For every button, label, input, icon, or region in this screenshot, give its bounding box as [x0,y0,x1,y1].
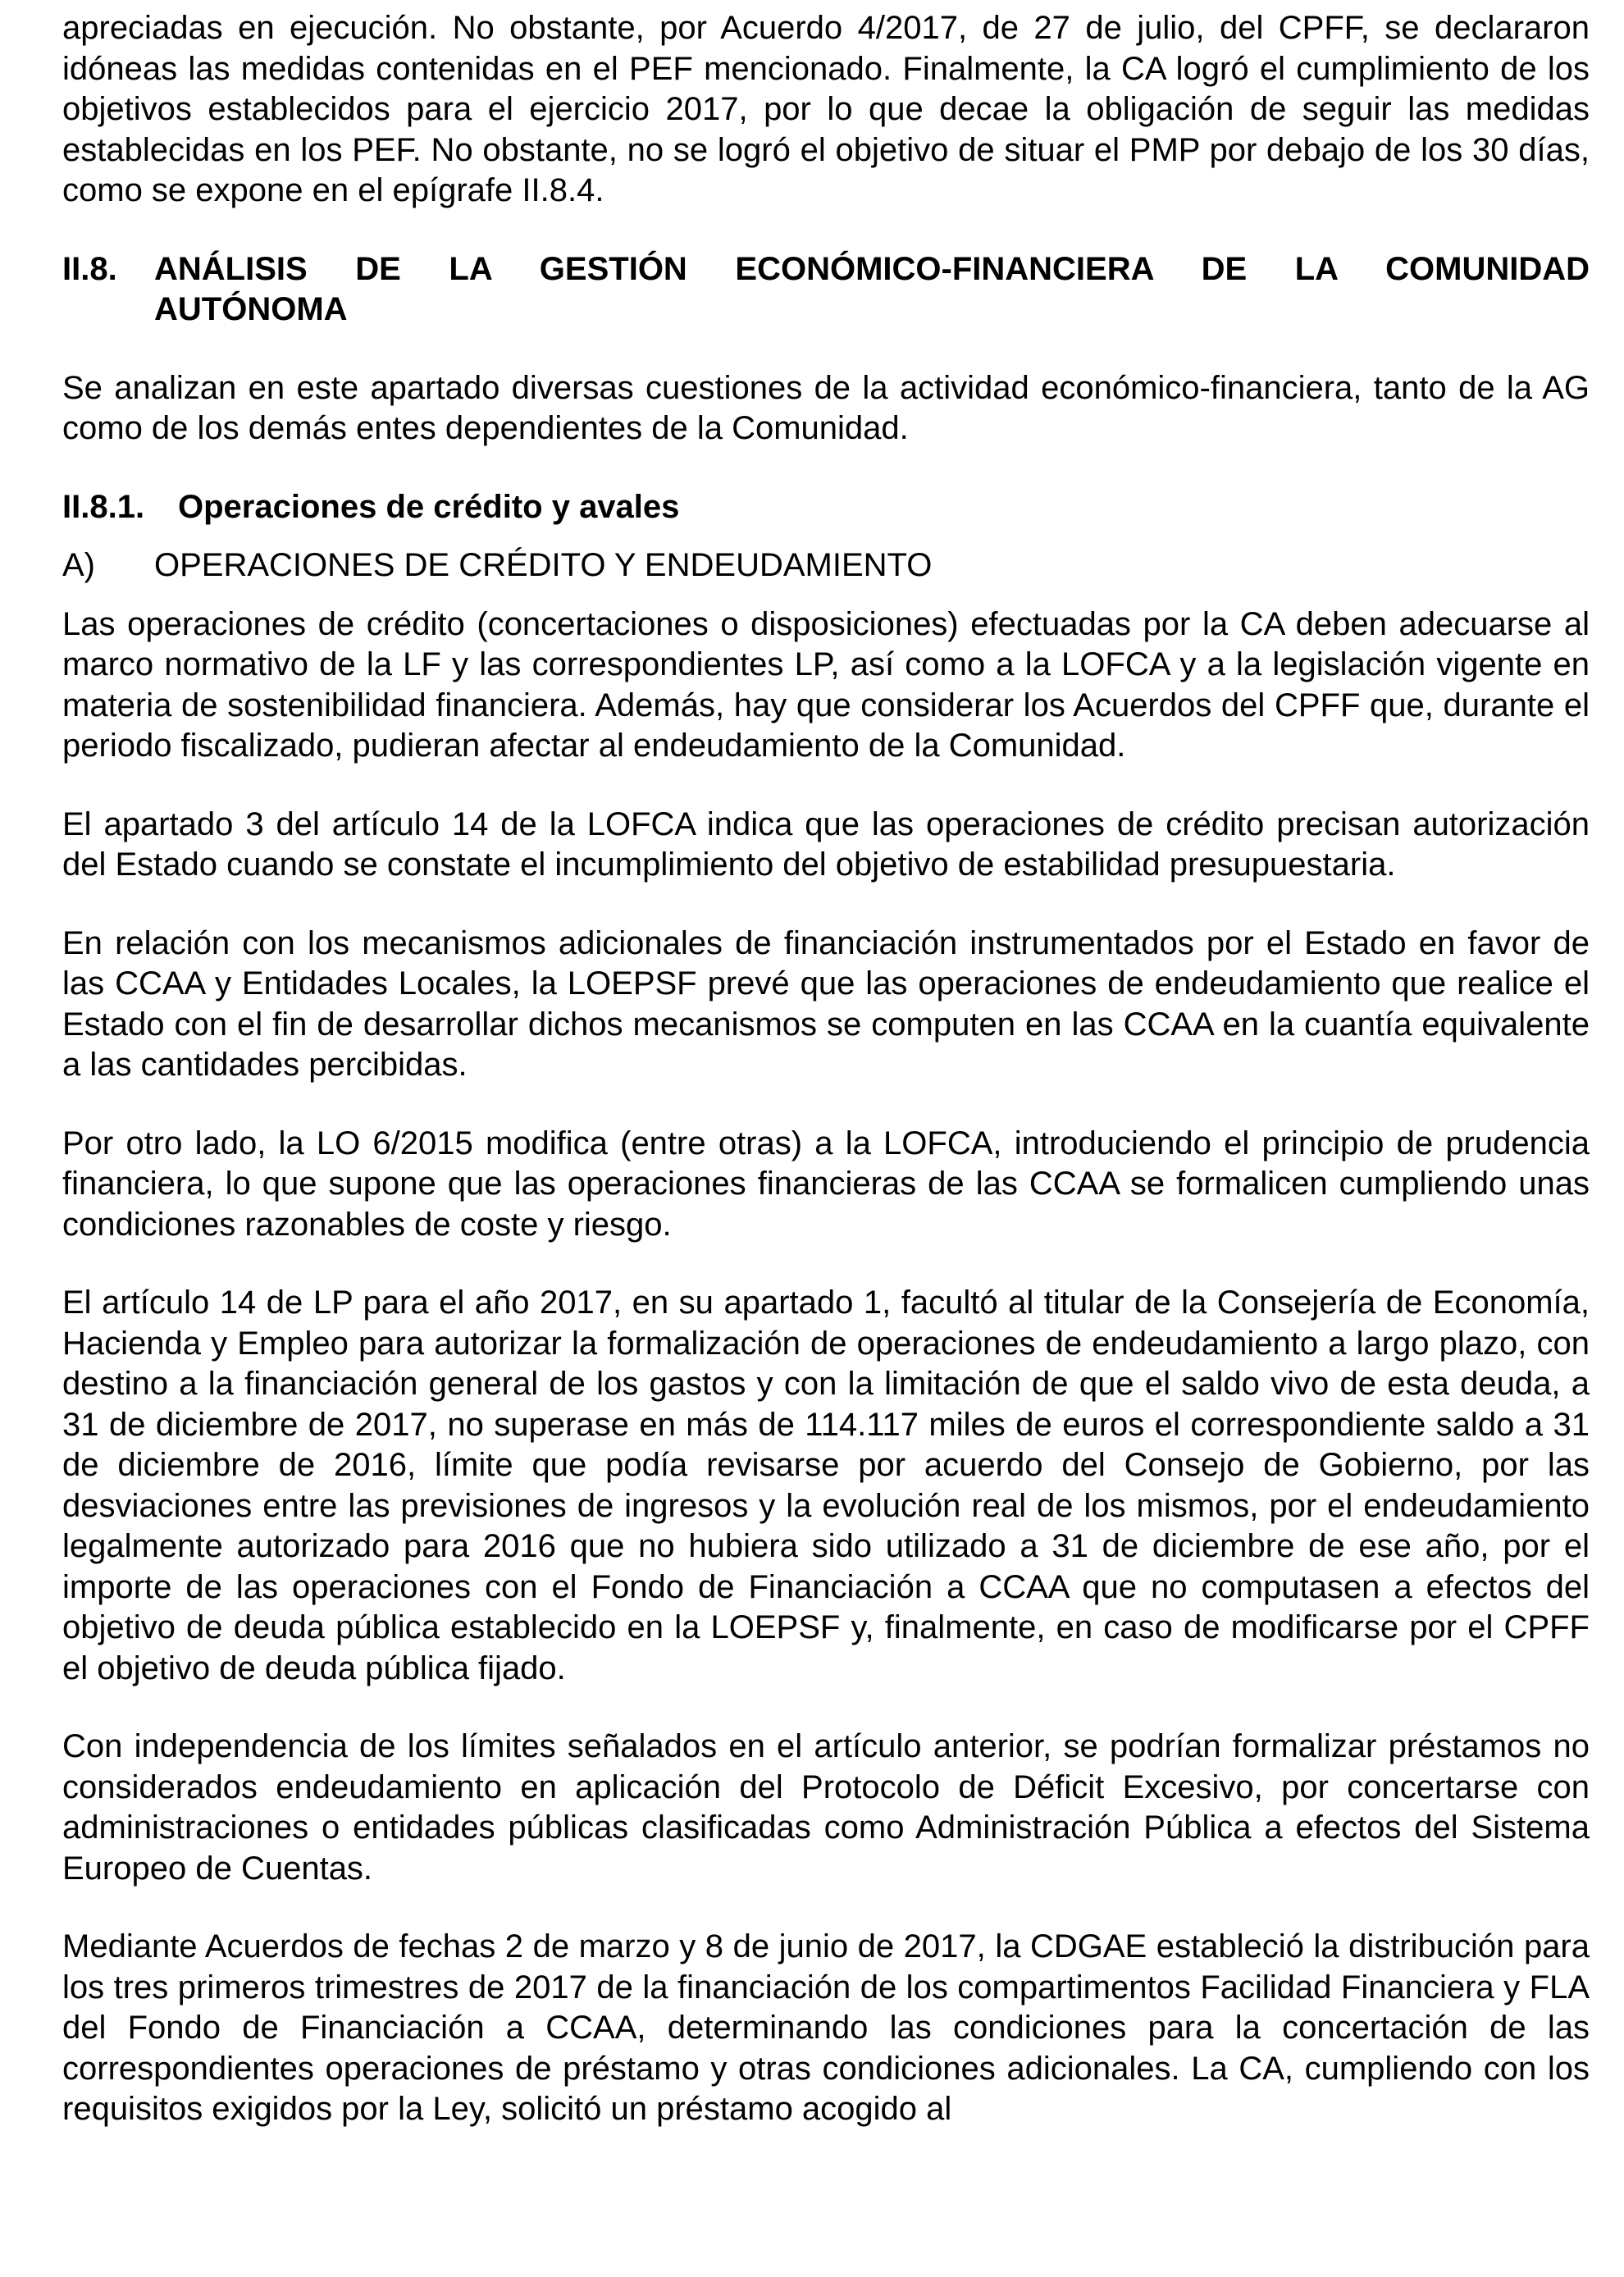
document-body [62,8,1590,2130]
section-number: II.8. [62,250,117,287]
section-heading-ii-8 [62,249,1590,331]
subsection-title: Operaciones de crédito y avales [178,488,680,525]
subsection-number: II.8.1. [62,488,145,525]
paragraph-cdgae-agreements: Mediante Acuerdos de fechas 2 de marzo y 8 de junio de 2017, la CDGAE estableció la distribución para los tres primeros trimestres de 2017 de la financiación de los compartimentos Facilidad Financiera y FLA del Fondo de Financiación a CCAA, determinando las condiciones para la concertación de las correspondientes operaciones de préstamo y otras condiciones adicionales. La CA, cumpliendo con los requisitos exigidos por la Ley, solicitó un préstamo acogido al [62,1928,1590,2127]
paragraph-lo-6-2015: Por otro lado, la LO 6/2015 modifica (entre otras) a la LOFCA, introduciendo el principio de prudencia financiera, lo que supone que las operaciones financieras de las CCAA se formalicen cumpliendo unas condiciones razonables de coste y riesgo. [62,1125,1590,1243]
subheading-letter: A) [62,547,95,583]
subheading-a [62,545,1590,586]
paragraph-intro: apreciadas en ejecución. No obstante, por Acuerdo 4/2017, de 27 de julio, del CPFF, se declararon idóneas las medidas contenidas en el PEF mencionado. Finalmente, la CA logró el cumplimiento de los objetivos establecidos para el ejercicio 2017, por lo que decae la obligación de seguir las medidas establecidas en los PEF. No obstante, no se logró el objetivo de situar el PMP por debajo de los 30 días, como se expone en el epígrafe II.8.4. [62,10,1590,208]
paragraph-credit-operations: Las operaciones de crédito (concertaciones o disposiciones) efectuadas por la CA deben adecuarse al marco normativo de la LF y las correspondientes LP, así como a la LOFCA y a la legislación vigente en materia de sostenibilidad financiera. Además, hay que considerar los Acuerdos del CPFF que, durante el periodo fiscalizado, pudieran afectar al endeudamiento de la Comunidad. [62,605,1590,764]
section-title [154,249,1590,331]
subheading-title: OPERACIONES DE CRÉDITO Y ENDEUDAMIENTO [154,547,933,583]
paragraph-excessive-deficit: Con independencia de los límites señalados en el artículo anterior, se podrían formalizar préstamos no considerados endeudamiento en aplicación del Protocolo de Déficit Excesivo, por concertarse con administraciones o entidades públicas clasificadas como Administración Pública a efectos del Sistema Europeo de Cuentas. [62,1728,1590,1887]
subsection-heading-ii-8-1 [62,487,1590,528]
paragraph-section-intro: Se analizan en este apartado diversas cuestiones de la actividad económico-financiera, tanto de la AG como de los demás entes dependientes de la Comunidad. [62,369,1590,446]
paragraph-lp-2017-article-14: El artículo 14 de LP para el año 2017, en su apartado 1, facultó al titular de la Consejería de Economía, Hacienda y Empleo para autorizar la formalización de operaciones de endeudamiento a largo plazo, con destino a la financiación general de los gastos y con la limitación de que el saldo vivo de esta deuda, a 31 de diciembre de 2017, no superase en más de 114.117 miles de euros el correspondiente saldo a 31 de diciembre de 2016, límite que podía revisarse por acuerdo del Consejo de Gobierno, por las desviaciones entre las previsiones de ingresos y la evolución real de los mismos, por el endeudamiento legalmente autorizado para 2016 que no hubiera sido utilizado a 31 de diciembre de ese año, por el importe de las operaciones con el Fondo de Financiación a CCAA que no computasen a efectos del objetivo de deuda pública establecido en la LOEPSF y, finalmente, en caso de modificarse por el CPFF el objetivo de deuda pública fijado. [62,1285,1590,1686]
section-title-line-2: AUTÓNOMA [154,291,348,327]
paragraph-lofca-article-14: El apartado 3 del artículo 14 de la LOFCA indica que las operaciones de crédito precisan autorización del Estado cuando se constate el incumplimiento del objetivo de estabilidad presupuestaria. [62,805,1590,883]
paragraph-financing-mechanisms: En relación con los mecanismos adicionales de financiación instrumentados por el Estado en favor de las CCAA y Entidades Locales, la LOEPSF prevé que las operaciones de endeudamiento que realice el Estado con el fin de desarrollar dichos mecanismos se computen en las CCAA en la cuantía equivalente a las cantidades percibidas. [62,924,1590,1083]
section-title-line-1: ANÁLISIS DE LA GESTIÓN ECONÓMICO-FINANCIERA DE LA COMUNIDAD [154,250,1590,287]
